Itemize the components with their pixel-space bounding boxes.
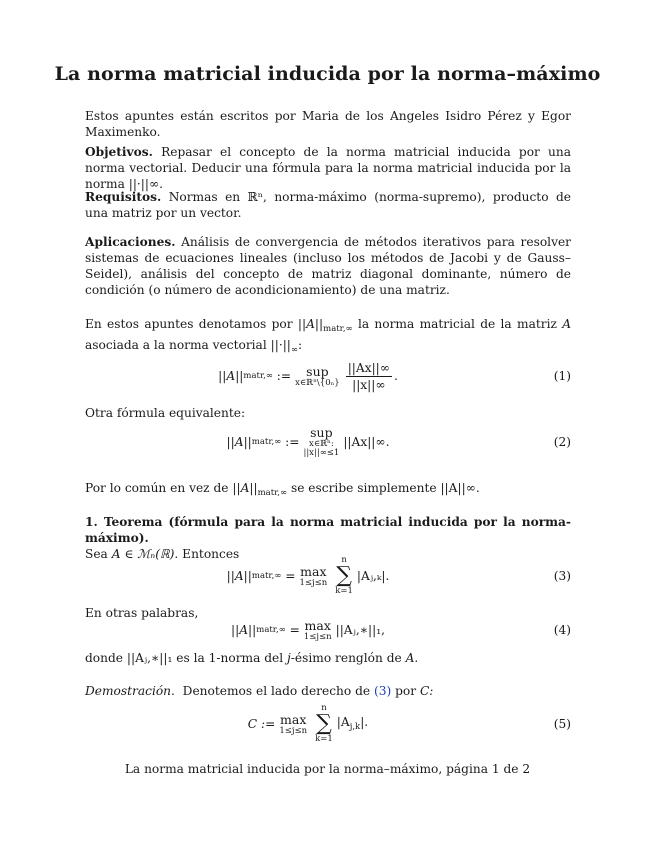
demo-text-1: Denotemos el lado derecho de [182,684,371,698]
eq2-number: (2) [553,435,571,449]
equation-2: || A || matr,∞ := sup x∈ℝⁿ: ||x||∞≤1 ||Ax||∞. (2) [226,425,571,458]
eq3-number: (3) [553,569,571,583]
equation-1: || A || matr,∞ := sup x∈ℝⁿ\{0ₙ} $\frac{||Ax||\infty}{||x||\infty}$ . (1) [218,360,571,392]
document-title: La norma matricial inducida por la norma–máximo [54,63,601,85]
eq1-denominator: ||x||∞ [352,377,386,392]
intro-text-2: la norma matricial de la matriz [357,317,557,331]
donde-line [85,650,571,666]
comun-line: Por lo común en vez de $||A||_{matr,\infty}$ se escribe simplemente ||A||∞. [85,481,480,498]
donde-text-1: donde [85,651,124,665]
intro-text-1: En estos apuntes denotamos por [85,317,293,331]
eq3-sum-bottom: k=1 [335,586,353,596]
objetivos-text: Repasar el concepto de la norma matricial inducida por una norma vectorial. Deducir una fórmula para la norma matricial inducida por la norma ||·||∞. [85,145,571,191]
eq1-sup: sup [306,363,329,379]
eq5-number: (5) [553,717,571,731]
equation-ref-link[interactable]: (3) [373,684,392,698]
eq1-number: (1) [553,369,571,383]
theorem-paragraph [85,514,571,562]
eq2-rhs: ||Ax||∞. [343,435,390,449]
demo-label: Demostración. [85,684,175,698]
comun-text-2: se escribe simplemente [290,481,437,495]
comun-text-3: ||A||∞. [440,481,480,495]
theorem-sea: Sea [85,547,108,561]
equation-4: || A || matr,∞ = max 1≤j≤n ||Aⱼ,∗||₁, (4) [231,617,571,642]
eq1-numerator: ||Ax||∞ [347,360,390,375]
donde-text-2: ||Aⱼ,∗||₁ [126,651,173,665]
donde-j: j [287,651,291,665]
donde-text-5: -ésimo renglón de [290,651,402,665]
theorem-entonces: . Entonces [174,547,240,561]
aplicaciones-label: Aplicaciones. [85,235,176,249]
aplicaciones-paragraph [85,234,571,298]
demo-c: C: [419,684,434,698]
eq1-assign: := [276,369,292,383]
donde-text-3: es la 1-norma del [176,651,284,665]
comun-text-1: Por lo común en vez de [85,481,229,495]
eq3-max-sub: 1≤j≤n [299,577,328,588]
eq2-sub-2: ||x||∞≤1 [303,448,340,458]
eq4-number: (4) [553,623,571,637]
eq2-sub-1: x∈ℝⁿ: [309,439,334,449]
theorem-set: A ∈ ℳₙ(ℝ) [111,547,175,561]
intro-text-3: asociada a la norma vectorial [85,338,267,352]
equation-5: C := max 1≤j≤n n ∑ k=1 $|A_{j,k}|$. (5) [247,703,571,744]
requisitos-paragraph [85,189,571,221]
requisitos-label: Requisitos. [85,190,162,204]
eq3-sum-top: n [341,555,347,565]
eq5-lhs: C := [247,717,276,731]
donde-a: A. [405,651,419,665]
requisitos-text: Normas en ℝⁿ, norma-máximo (norma-supremo), producto de una matriz por un vector. [85,190,572,220]
equation-3: || A || matr,∞ = max 1≤j≤n n ∑ k=1 |Aⱼ,ₖ|. (3) [226,555,571,596]
matr-sub: matr,∞ [323,324,353,334]
objetivos-label: Objetivos. [85,145,153,159]
theorem-label: 1. Teorema (fórmula para la norma matricial inducida por la norma-máximo). [85,515,571,545]
demostracion-line [85,683,571,699]
intro-paragraph: En estos apuntes denotamos por $||A||_{matr,\infty}$ la norma matricial de la matriz A asociada a la norma vectorial $||\cdot||_\infty$: [85,317,572,355]
otras-palabras-line: En otras palabras, [85,606,199,620]
page-footer: La norma matricial inducida por la norma–máximo, página 1 de 2 [124,762,531,776]
demo-text-2: por [395,684,417,698]
aplicaciones-text: Análisis de convergencia de métodos iterativos para resolver sistemas de ecuaciones lineales (incluso los métodos de Jacobi y de Gauss–Seidel), análisis del concepto de matriz diagonal dominante, número de condición (o número de acondicionamiento) de una matriz. [85,235,571,297]
eq3-term: |Aⱼ,ₖ|. [356,569,390,583]
eq4-term: ||Aⱼ,∗||₁, [335,623,385,637]
objetivos-paragraph [85,144,571,192]
eq1-sup-sub: x∈ℝⁿ\{0ₙ} [295,377,340,388]
matrix-symbol: A [562,317,572,331]
authors-line: Estos apuntes están escritos por Maria de los Angeles Isidro Pérez y Egor Maximenko. [85,109,571,139]
otra-formula-line: Otra fórmula equivalente: [85,406,246,420]
